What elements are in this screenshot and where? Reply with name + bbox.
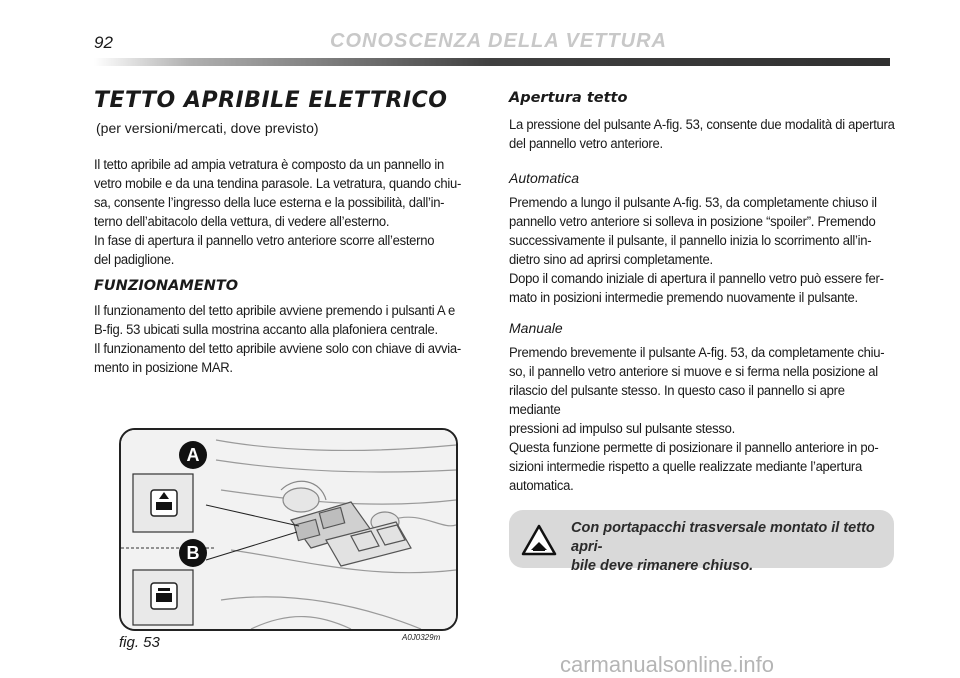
text-line: mato in posizioni intermedie premendo nuovamente il pulsante. xyxy=(509,290,858,306)
apertura-heading: Apertura tetto xyxy=(509,90,628,106)
text-line: B-fig. 53 ubicati sulla mostrina accanto alla plafoniera centrale. xyxy=(94,322,438,338)
text-line: vetro mobile e da una tendina parasole. La vetratura, quando chiu- xyxy=(94,176,462,192)
text-line: rilascio del pulsante stesso. In questo caso il pannello si apre mediante xyxy=(509,383,845,418)
warning-note-text xyxy=(571,519,881,576)
text-line: terno dell’abitacolo della vettura, di vedere all’esterno. xyxy=(94,214,390,230)
text-line: sizioni intermedie rispetto a quelle realizzate mediante l’apertura xyxy=(509,459,862,475)
page-subtitle: (per versioni/mercati, dove previsto) xyxy=(96,120,319,136)
page-number: 92 xyxy=(94,33,113,52)
text-line: Questa funzione permette di posizionare il pannello anteriore in po- xyxy=(509,440,879,456)
text-line: In fase di apertura il pannello vetro anteriore scorre all’esterno xyxy=(94,233,435,249)
manuale-paragraph xyxy=(509,344,895,496)
funzionamento-heading: FUNZIONAMENTO xyxy=(94,278,239,294)
roof-console-drawing xyxy=(121,430,456,629)
text-line: Il tetto apribile ad ampia vetratura è composto da un pannello in xyxy=(94,157,444,173)
text-line: mento in posizione MAR. xyxy=(94,360,233,376)
intro-paragraph xyxy=(94,156,476,270)
footer-watermark: carmanualsonline.info xyxy=(560,652,775,677)
header-rule xyxy=(94,58,890,66)
automatica-label: Automatica xyxy=(509,170,580,186)
funzionamento-paragraph xyxy=(94,302,476,378)
manuale-label: Manuale xyxy=(509,320,563,336)
text-line: successivamente il pulsante, il pannello inizia lo scorrimento all’in- xyxy=(509,233,872,249)
text-line: Il funzionamento del tetto apribile avviene premendo i pulsanti A e xyxy=(94,303,455,319)
text-line: Premendo brevemente il pulsante A-fig. 53, da completamente chiu- xyxy=(509,345,885,361)
automatica-paragraph xyxy=(509,194,895,308)
text-line: dietro sino ad aprirsi completamente. xyxy=(509,252,713,268)
apertura-paragraph xyxy=(509,116,895,154)
label-a: A xyxy=(186,445,200,465)
text-line: pressioni ad impulso sul pulsante stesso. xyxy=(509,421,735,437)
text-line: La pressione del pulsante A-fig. 53, consente due modalità di apertura xyxy=(509,117,895,133)
figure-caption: fig. 53 xyxy=(119,634,160,651)
text-line: Con portapacchi trasversale montato il tetto apri- xyxy=(571,520,875,555)
label-b: B xyxy=(186,543,200,563)
text-line: Premendo a lungo il pulsante A-fig. 53, da completamente chiuso il xyxy=(509,195,877,211)
text-line: automatica. xyxy=(509,478,574,494)
figure-code: A0J0329m xyxy=(402,633,441,642)
text-line: so, il pannello vetro anteriore si muove e si ferma nella posizione al xyxy=(509,364,878,380)
page-title: TETTO APRIBILE ELETTRICO xyxy=(94,88,448,113)
section-header-title: CONOSCENZA DELLA VETTURA xyxy=(330,30,667,52)
text-line: del padiglione. xyxy=(94,252,175,268)
text-line: Dopo il comando iniziale di apertura il pannello vetro può essere fer- xyxy=(509,271,884,287)
text-line: bile deve rimanere chiuso. xyxy=(571,558,754,574)
text-line: sa, consente l’ingresso della luce esterna e la possibilità, dall’in- xyxy=(94,195,445,211)
text-line: Il funzionamento del tetto apribile avviene solo con chiave di avvia- xyxy=(94,341,461,357)
warning-triangle-icon xyxy=(521,524,557,556)
text-line: del pannello vetro anteriore. xyxy=(509,136,663,152)
figure-53-illustration xyxy=(119,428,458,631)
text-line: pannello vetro anteriore si solleva in posizione “spoiler”. Premendo xyxy=(509,214,876,230)
